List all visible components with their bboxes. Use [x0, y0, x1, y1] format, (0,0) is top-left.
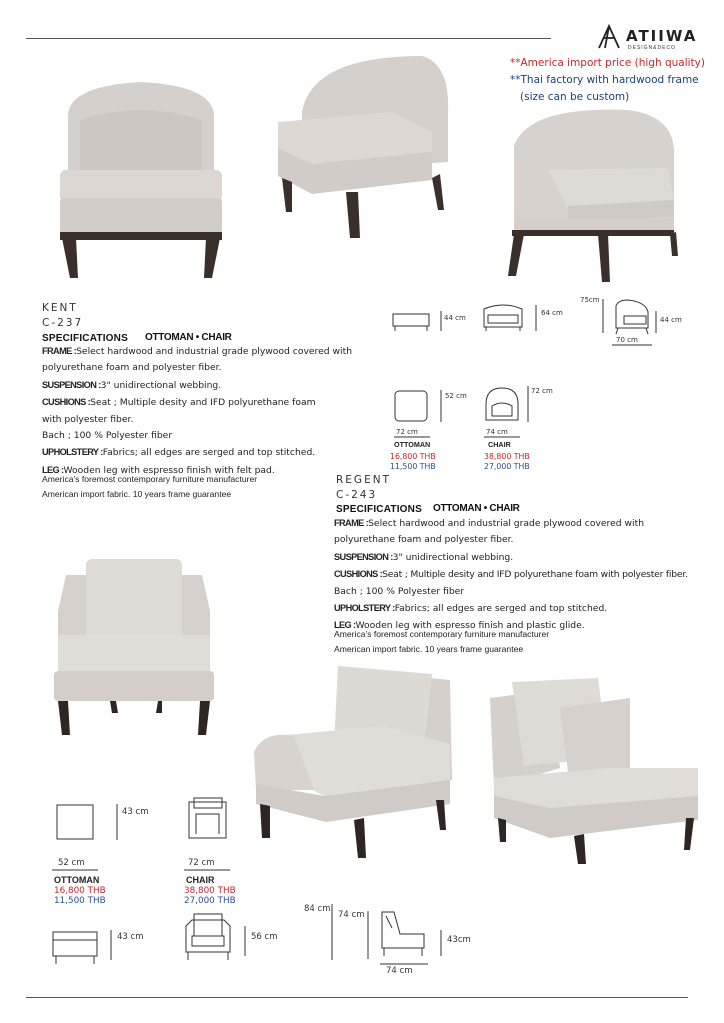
regent-suspension-label: SUSPENSION :	[334, 551, 393, 562]
regent-chair-label: CHAIR	[186, 875, 215, 885]
kent-chair-w-line	[484, 436, 520, 439]
regent-dim-side-back: 74 cm	[338, 910, 365, 920]
kent-leg-text: Wooden leg with espresso finish with felt pad.	[63, 464, 275, 476]
regent-foot1: America's foremost contemporary furniture manufacturer	[334, 629, 550, 639]
note-import-price: **America import price (high quality)	[510, 57, 705, 69]
kent-ottoman-w-line	[394, 436, 430, 439]
kent-chair-top-diagram	[482, 386, 522, 424]
regent-ottoman-label: OTTOMAN	[54, 875, 100, 885]
regent-dim-side-depth: 74 cm	[386, 966, 413, 976]
kent-ottoman-price-us: 16,800 THB	[390, 452, 436, 461]
regent-chair-top-diagram	[186, 796, 230, 840]
kent-spec-heading: SPECIFICATIONS	[42, 333, 128, 344]
kent-suspension-text: 3" unidirectional webbing.	[100, 379, 222, 391]
kent-specs	[42, 343, 372, 479]
regent-dim-chair-front-h: 56 cm	[251, 932, 278, 942]
kent-dim-ottoman-h: 44 cm	[444, 314, 466, 322]
note-custom-size: (size can be custom)	[520, 91, 630, 103]
kent-dim-side-seat: 44 cm	[660, 316, 682, 324]
kent-chair-angle-photo	[272, 52, 452, 222]
regent-ottoman-front-line	[110, 930, 114, 960]
kent-chair-front-diagram	[482, 303, 524, 331]
kent-ottoman-top-diagram	[394, 390, 428, 424]
kent-frame-text: Select hardwood and industrial grade plywood covered with	[76, 346, 353, 357]
kent-dim-side-depth: 70 cm	[616, 336, 638, 344]
kent-foot2: American import fabric. 10 years frame guarantee	[42, 488, 232, 499]
regent-ottoman-front-diagram	[52, 930, 98, 966]
kent-frame-text2: polyurethane foam and polyester fiber.	[42, 362, 222, 374]
regent-ottoman-top-line	[116, 804, 120, 840]
top-rule	[26, 38, 551, 39]
kent-chair-label: CHAIR	[488, 440, 511, 449]
regent-chair-front-line	[244, 926, 248, 956]
kent-name: KENT	[42, 302, 78, 314]
regent-ottoman-top-diagram	[56, 804, 96, 840]
kent-cushions-text: Seat ; Multiple desity and IFD polyurethane foam	[90, 397, 316, 409]
kent-dim-chair-h: 64 cm	[541, 309, 563, 317]
regent-name: REGENT	[336, 474, 391, 486]
regent-dim-side-total: 84 cm	[304, 904, 331, 914]
kent-frame-label: FRAME :	[42, 346, 77, 356]
kent-ottoman-label: OTTOMAN	[394, 440, 431, 449]
regent-cushions-label: CUSHIONS :	[334, 569, 383, 580]
kent-cushions-label: CUSHIONS :	[42, 397, 91, 408]
kent-ottoman-front-diagram	[392, 312, 432, 332]
regent-leg-label: LEG :	[334, 620, 356, 631]
kent-cushions-text3: Bach ; 100 % Polyester fiber	[42, 430, 173, 442]
regent-cushions-text2: Bach ; 100 % Polyester fiber	[334, 585, 465, 597]
regent-chair-angle2-photo	[490, 678, 700, 868]
kent-side-depth-line	[612, 344, 652, 348]
regent-chair-front-diagram	[184, 912, 232, 962]
kent-ottoman-price-th: 11,500 THB	[390, 462, 436, 471]
regent-dim-ottoman-front-h: 43 cm	[117, 932, 144, 942]
kent-footnote	[42, 472, 257, 501]
regent-ottoman-price-us: 16,800 THB	[54, 886, 106, 896]
regent-upholstery-text: Fabrics; all edges are serged and top stitched.	[394, 603, 608, 615]
regent-dim-chair-w: 72 cm	[188, 858, 215, 868]
regent-chair-price-us: 38,800 THB	[184, 886, 236, 896]
regent-chair-side-diagram	[378, 908, 428, 958]
regent-dim-side-seat: 43cm	[447, 935, 471, 945]
regent-ottoman-price-th: 11,500 THB	[54, 896, 106, 906]
kent-dim-chair-w: 74 cm	[486, 428, 508, 436]
regent-upholstery-label: UPHOLSTERY :	[334, 603, 395, 614]
kent-cushions-text2: with polyester fiber.	[42, 413, 134, 425]
regent-footnote	[334, 627, 549, 656]
regent-chair-angle-photo	[254, 660, 454, 860]
regent-code: C-243	[336, 489, 378, 501]
kent-spec-types: OTTOMAN • CHAIR	[145, 332, 232, 343]
regent-foot2: American import fabric. 10 years frame guarantee	[334, 643, 524, 654]
regent-ottoman-w-line	[52, 869, 98, 872]
regent-frame-label: FRAME :	[334, 518, 369, 528]
brand-name: ATIIWA	[626, 27, 698, 45]
kent-ottoman-top-line	[440, 390, 444, 422]
regent-chair-price-th: 27,000 THB	[184, 896, 236, 906]
logo-mark-icon	[596, 24, 622, 50]
kent-chair-front-photo	[56, 78, 226, 288]
regent-side-back-line	[367, 911, 371, 959]
kent-chair-price-us: 38,800 THB	[484, 452, 530, 461]
regent-frame-text2: polyurethane foam and polyester fiber.	[334, 534, 514, 546]
kent-dim-ottoman-w: 72 cm	[396, 428, 418, 436]
kent-dim-chair-top-h: 72 cm	[531, 387, 553, 395]
kent-suspension-label: SUSPENSION :	[42, 379, 101, 390]
kent-side-height-line	[602, 299, 606, 333]
kent-dim-ottoman-top-h: 52 cm	[445, 392, 467, 400]
kent-chair-height-line	[535, 305, 539, 331]
brand-tagline: DESIGN&DECO	[628, 45, 676, 51]
kent-side-seat-line	[655, 311, 659, 333]
regent-dim-ottoman-top-h: 43 cm	[122, 807, 149, 817]
regent-suspension-text: 3" unidirectional webbing.	[392, 551, 514, 563]
regent-chair-w-line	[184, 869, 230, 872]
kent-code: C-237	[42, 317, 84, 329]
kent-chair-price-th: 27,000 THB	[484, 462, 530, 471]
kent-dim-side-total: 75cm	[580, 296, 600, 304]
regent-spec-heading: SPECIFICATIONS	[336, 504, 422, 515]
regent-dim-ottoman-w: 52 cm	[58, 858, 85, 868]
kent-upholstery-text: Fabrics; all edges are serged and top stitched.	[102, 447, 316, 459]
regent-cushions-text: Seat ; Multiple desity and IFD polyurethane foam with polyester fiber.	[382, 569, 688, 581]
brand-logo	[596, 22, 706, 56]
note-thai-factory: **Thai factory with hardwood frame	[510, 74, 699, 86]
regent-frame-text: Select hardwood and industrial grade plywood covered with	[368, 518, 645, 529]
kent-chair-side-diagram	[612, 298, 652, 334]
regent-side-total-line	[331, 904, 335, 960]
regent-leg-text: Wooden leg with espresso finish and plastic glide.	[355, 620, 585, 632]
regent-side-seat-line	[440, 930, 444, 956]
bottom-rule	[26, 997, 688, 998]
kent-upholstery-label: UPHOLSTERY :	[42, 447, 103, 458]
regent-specs	[334, 515, 714, 635]
regent-chair-front-photo	[52, 555, 216, 740]
kent-foot1: America's foremost contemporary furniture manufacturer	[42, 474, 258, 484]
kent-chair-side-photo	[508, 106, 678, 286]
regent-spec-types: OTTOMAN • CHAIR	[433, 503, 520, 514]
kent-leg-label: LEG :	[42, 464, 64, 475]
